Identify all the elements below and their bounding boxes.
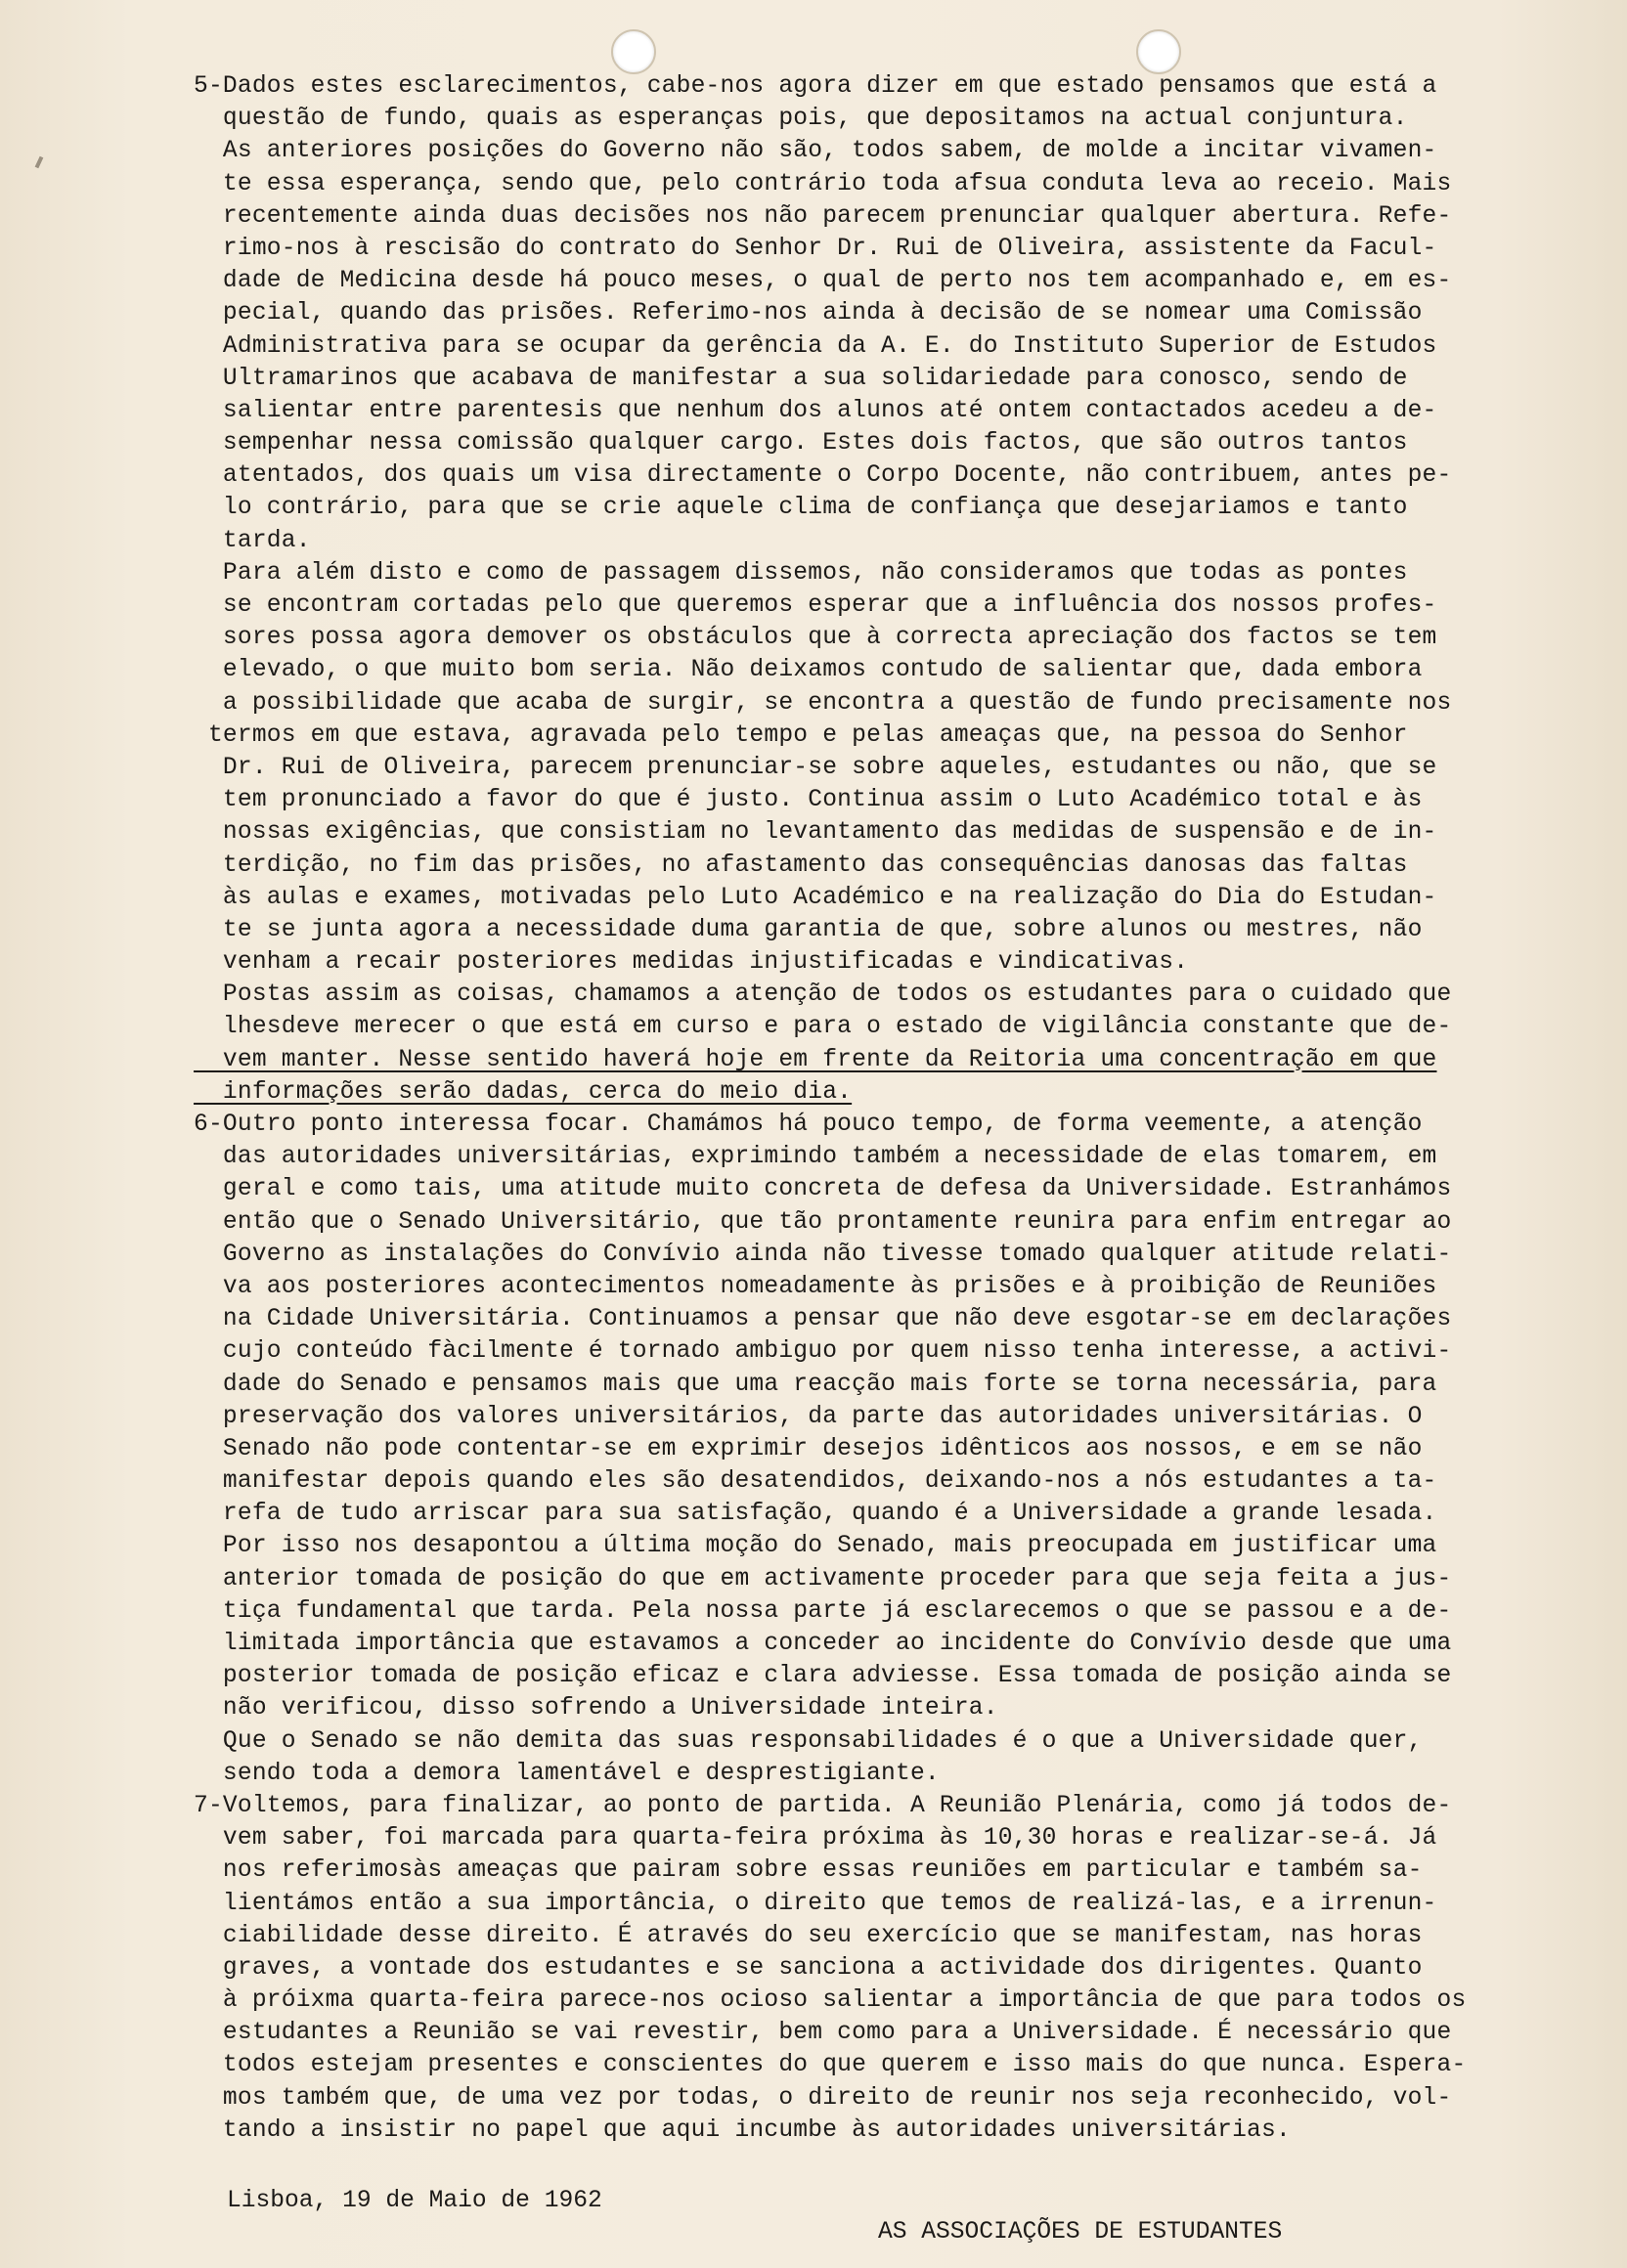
text-line: lientámos então a sua importância, o direito que temos de realizá-las, e a irrenun-	[194, 1890, 1437, 1917]
text-line: Administrativa para se ocupar da gerência da A. E. do Instituto Superior de Estudos	[194, 332, 1437, 360]
text-line: te se junta agora a necessidade duma garantia de que, sobre alunos ou mestres, não	[194, 916, 1423, 943]
signature-line: AS ASSOCIAÇÕES DE ESTUDANTES	[878, 2219, 1283, 2246]
text-line: cujo conteúdo fàcilmente é tornado ambiguo por quem nisso tenha interesse, a activi-	[194, 1338, 1452, 1366]
text-line: ciabilidade desse direito. É através do seu exercício que se manifestam, nas horas	[194, 1922, 1423, 1949]
date-line: Lisboa, 19 de Maio de 1962	[227, 2188, 602, 2214]
text-line: tem pronunciado a favor do que é justo. Continua assim o Luto Académico total e às	[194, 787, 1423, 814]
text-line: questão de fundo, quais as esperanças pois, que depositamos na actual conjuntura.	[194, 106, 1408, 133]
text-line: Para além disto e como de passagem dissemos, não consideramos que todas as pontes	[194, 559, 1408, 587]
text-line: te essa esperança, sendo que, pelo contrário toda afsua conduta leva ao receio. Mais	[194, 170, 1452, 197]
text-line: limitada importância que estavamos a conceder ao incidente do Convívio desde que uma	[194, 1631, 1452, 1657]
text-line: venham a recair posteriores medidas injustificadas e vindicativas.	[194, 949, 1189, 977]
text-line: mos também que, de uma vez por todas, o direito de reunir nos seja reconhecido, vol-	[194, 2084, 1452, 2112]
text-line: nossas exigências, que consistiam no levantamento das medidas de suspensão e de in-	[194, 819, 1437, 847]
text-line: Ultramarinos que acabava de manifestar a sua solidariedade para conosco, sendo de	[194, 365, 1408, 392]
text-line: tiça fundamental que tarda. Pela nossa parte já esclarecemos o que se passou e a de-	[194, 1597, 1452, 1625]
document-body	[194, 70, 1606, 2147]
text-line: 5-Dados estes esclarecimentos, cabe-nos agora dizer em que estado pensamos que está a	[194, 73, 1437, 100]
text-line: dade do Senado e pensamos mais que uma reacção mais forte se torna necessária, para	[194, 1371, 1437, 1398]
text-line: terdição, no fim das prisões, no afastamento das consequências danosas das faltas	[194, 851, 1408, 879]
text-line: Dr. Rui de Oliveira, parecem prenunciar-se sobre aqueles, estudantes ou não, que se	[194, 754, 1437, 781]
text-line: manifestar depois quando eles são desatendidos, deixando-nos a nós estudantes a ta-	[194, 1468, 1437, 1496]
text-line: anterior tomada de posição do que em activamente proceder para que seja feita a jus-	[194, 1565, 1452, 1592]
text-line: elevado, o que muito bom seria. Não deixamos contudo de salientar que, dada embora	[194, 657, 1423, 684]
text-line: atentados, dos quais um visa directamente o Corpo Docente, não contribuem, antes pe-	[194, 462, 1452, 490]
text-line: lhesdeve merecer o que está em curso e para o estado de vigilância constante que de-	[194, 1014, 1452, 1041]
text-line: informações serão dadas, cerca do meio dia.	[194, 1078, 853, 1106]
text-line: pecial, quando das prisões. Referimo-nos ainda à decisão de se nomear uma Comissão	[194, 300, 1423, 327]
text-line: recentemente ainda duas decisões nos não parecem prenunciar qualquer abertura. Refe-	[194, 202, 1452, 230]
text-line: nos referimosàs ameaças que pairam sobre essas reuniões em particular e também sa-	[194, 1857, 1423, 1885]
text-line: dade de Medicina desde há pouco meses, o qual de perto nos tem acompanhado e, em es-	[194, 268, 1452, 295]
text-line: na Cidade Universitária. Continuamos a pensar que não deve esgotar-se em declarações	[194, 1306, 1452, 1333]
text-line: tando a insistir no papel que aqui incumbe às autoridades universitárias.	[194, 2116, 1291, 2144]
text-line: 7-Voltemos, para finalizar, ao ponto de partida. A Reunião Plenária, como já todos de-	[194, 1792, 1452, 1819]
text-line: 6-Outro ponto interessa focar. Chamámos há pouco tempo, de forma veemente, a atenção	[194, 1112, 1423, 1138]
text-line: vem manter. Nesse sentido haverá hoje em frente da Reitoria uma concentração em que	[194, 1046, 1437, 1073]
text-line: geral e como tais, uma atitude muito concreta de defesa da Universidade. Estranhámos	[194, 1176, 1452, 1203]
text-line: a possibilidade que acaba de surgir, se encontra a questão de fundo precisamente nos	[194, 689, 1452, 717]
text-line: lo contrário, para que se crie aquele clima de confiança que desejariamos e tanto	[194, 495, 1408, 522]
text-line: posterior tomada de posição eficaz e clara adviesse. Essa tomada de posição ainda se	[194, 1663, 1452, 1690]
text-line: refa de tudo arriscar para sua satisfação, quando é a Universidade a grande lesada.	[194, 1501, 1437, 1528]
text-line: vem saber, foi marcada para quarta-feira próxima às 10,30 horas e realizar-se-á. Já	[194, 1825, 1437, 1853]
punch-hole-left	[611, 29, 656, 74]
text-line: Por isso nos desapontou a última moção do Senado, mais preocupada em justificar uma	[194, 1533, 1437, 1560]
text-line: va aos posteriores acontecimentos nomeadamente às prisões e à proibição de Reuniões	[194, 1273, 1437, 1300]
text-line: termos em que estava, agravada pelo tempo e pelas ameaças que, na pessoa do Senhor	[194, 721, 1408, 749]
text-line: rimo-nos à rescisão do contrato do Senhor Dr. Rui de Oliveira, assistente da Facul-	[194, 235, 1437, 262]
text-line: então que o Senado Universitário, que tão prontamente reunira para enfim entregar ao	[194, 1208, 1452, 1236]
text-line: Senado não pode contentar-se em exprimir desejos idênticos aos nossos, e em se não	[194, 1435, 1423, 1462]
text-line: às aulas e exames, motivadas pelo Luto Académico e na realização do Dia do Estudan-	[194, 884, 1437, 911]
text-line: Governo as instalações do Convívio ainda não tivesse tomado qualquer atitude relati-	[194, 1241, 1452, 1268]
punch-hole-right	[1136, 29, 1181, 74]
text-line: salientar entre parentesis que nenhum dos alunos até ontem contactados acedeu a de-	[194, 397, 1437, 424]
text-line: tarda.	[194, 527, 311, 554]
text-line: As anteriores posições do Governo não são, todos sabem, de molde a incitar vivamen-	[194, 138, 1437, 165]
text-line: Que o Senado se não demita das suas responsabilidades é o que a Universidade quer,	[194, 1727, 1423, 1755]
text-line: graves, a vontade dos estudantes e se sanciona a actividade dos dirigentes. Quanto	[194, 1954, 1423, 1982]
text-line: preservação dos valores universitários, da parte das autoridades universitárias. O	[194, 1403, 1423, 1430]
text-line: sendo toda a demora lamentável e desprestigiante.	[194, 1760, 940, 1787]
text-line: das autoridades universitárias, exprimindo também a necessidade de elas tomarem, em	[194, 1144, 1437, 1171]
text-line: à próixma quarta-feira parece-nos ocioso salientar a importância de que para todos os	[194, 1987, 1467, 2015]
text-line: Postas assim as coisas, chamamos a atenção de todos os estudantes para o cuidado que	[194, 981, 1452, 1009]
text-line: todos estejam presentes e conscientes do que querem e isso mais do que nunca. Espera-	[194, 2052, 1467, 2079]
text-line: se encontram cortadas pelo que queremos esperar que a influência dos nossos profes-	[194, 592, 1437, 619]
text-line: sores possa agora demover os obstáculos que à correcta apreciação dos factos se tem	[194, 625, 1437, 652]
text-line: estudantes a Reunião se vai revestir, bem como para a Universidade. É necessário que	[194, 2020, 1452, 2047]
text-line: sempenhar nessa comissão qualquer cargo. Estes dois factos, que são outros tantos	[194, 430, 1408, 458]
text-line: não verificou, disso sofrendo a Universidade inteira.	[194, 1695, 998, 1723]
